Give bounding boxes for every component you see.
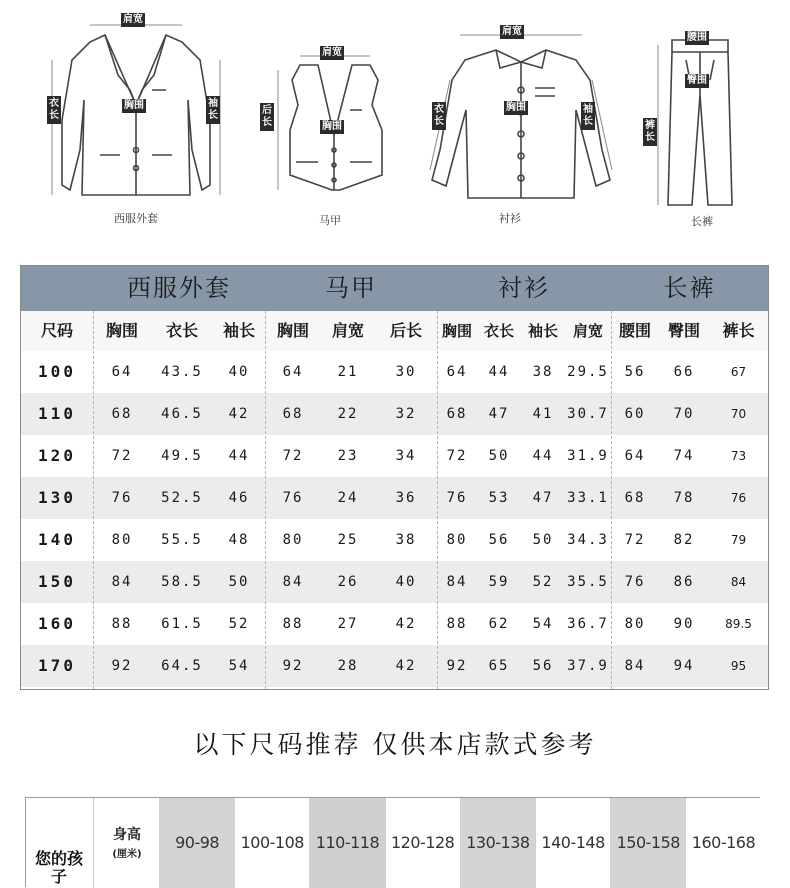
height-label: 身高 bbox=[113, 827, 141, 843]
measure-cell: 46.5 bbox=[161, 406, 203, 422]
measure-cell: 32 bbox=[395, 406, 417, 422]
measure-cell: 56 bbox=[488, 532, 510, 548]
vest-caption: 马甲 bbox=[319, 214, 341, 227]
measure-cell: 29.5 bbox=[567, 364, 609, 380]
measure-cell: 84 bbox=[282, 574, 304, 590]
height-label-cell bbox=[93, 798, 160, 888]
trousers-icon bbox=[658, 40, 732, 205]
measure-cell: 47 bbox=[488, 406, 510, 422]
measure-cell: 84 bbox=[446, 574, 468, 590]
measure-cell: 56 bbox=[532, 658, 554, 674]
measure-cell: 36 bbox=[395, 490, 417, 506]
measure-cell: 80 bbox=[111, 532, 133, 548]
measure-cell: 68 bbox=[111, 406, 133, 422]
size-cell: 120 bbox=[38, 446, 76, 465]
measure-cell: 22 bbox=[337, 406, 359, 422]
garment-drawings bbox=[0, 0, 790, 240]
measure-cell: 94 bbox=[673, 658, 695, 674]
measure-cell: 50 bbox=[488, 448, 510, 464]
measure-cell: 52 bbox=[532, 574, 554, 590]
measure-cell: 48 bbox=[228, 532, 250, 548]
measure-cell: 25 bbox=[337, 532, 359, 548]
height-range-cell bbox=[610, 798, 685, 888]
measure-cell: 55.5 bbox=[161, 532, 203, 548]
measure-cell: 59 bbox=[488, 574, 510, 590]
measure-cell: 82 bbox=[673, 532, 695, 548]
table-row bbox=[21, 351, 768, 393]
measure-cell: 92 bbox=[111, 658, 133, 674]
measure-cell: 60 bbox=[624, 406, 646, 422]
height-range-value: 140-148 bbox=[541, 833, 605, 852]
measure-cell: 90 bbox=[673, 616, 695, 632]
column-header-5: 肩宽 bbox=[331, 321, 364, 340]
table-row bbox=[21, 561, 768, 603]
size-cell: 150 bbox=[38, 572, 76, 591]
measure-cell: 68 bbox=[446, 406, 468, 422]
vest-back-length-tag: 后长 bbox=[260, 103, 274, 131]
trousers-hip-tag: 臀围 bbox=[687, 75, 707, 86]
measure-cell: 88 bbox=[282, 616, 304, 632]
vest-chest-tag: 胸围 bbox=[322, 121, 342, 132]
trousers-waist-tag: 腰围 bbox=[687, 32, 707, 43]
shirt-caption: 衬衫 bbox=[499, 212, 521, 225]
measure-cell: 56 bbox=[624, 364, 646, 380]
measure-cell: 54 bbox=[532, 616, 554, 632]
measure-cell: 31.9 bbox=[567, 448, 609, 464]
size-cell: 130 bbox=[38, 488, 76, 507]
group-trousers: 长裤 bbox=[663, 274, 716, 302]
measure-cell: 35.5 bbox=[567, 574, 609, 590]
measure-cell: 41 bbox=[532, 406, 554, 422]
measure-cell: 58.5 bbox=[161, 574, 203, 590]
size-table bbox=[20, 265, 769, 690]
column-header-8: 衣长 bbox=[483, 322, 514, 340]
measure-cell: 28 bbox=[337, 658, 359, 674]
group-shirt: 衬衫 bbox=[498, 274, 550, 302]
measure-cell: 62 bbox=[488, 616, 510, 632]
height-range-cell bbox=[460, 798, 535, 888]
measure-cell: 70 bbox=[730, 407, 747, 421]
measure-cell: 64 bbox=[446, 364, 468, 380]
size-cell: 170 bbox=[38, 656, 76, 675]
measure-cell: 40 bbox=[228, 364, 250, 380]
kid-label-cell bbox=[26, 798, 93, 888]
table-row bbox=[21, 393, 768, 435]
measure-cell: 33.1 bbox=[567, 490, 609, 506]
column-header-0: 尺码 bbox=[40, 321, 73, 340]
measure-cell: 76 bbox=[111, 490, 133, 506]
suit-caption: 西服外套 bbox=[114, 212, 158, 225]
measure-cell: 30 bbox=[395, 364, 417, 380]
measure-cell: 34 bbox=[395, 448, 417, 464]
table-row bbox=[21, 477, 768, 519]
kid-label: 您的孩子 bbox=[34, 849, 83, 886]
height-unit: (厘米) bbox=[112, 849, 142, 860]
measure-cell: 65 bbox=[488, 658, 510, 674]
recommendation-title: 以下尺码推荐 仅供本店款式参考 bbox=[193, 730, 597, 759]
column-header-1: 胸围 bbox=[105, 321, 138, 340]
column-header-12: 臀围 bbox=[667, 321, 700, 340]
measure-cell: 44 bbox=[228, 448, 250, 464]
measure-cell: 44 bbox=[532, 448, 554, 464]
column-header-3: 袖长 bbox=[222, 321, 255, 340]
measure-cell: 88 bbox=[111, 616, 133, 632]
column-header-9: 袖长 bbox=[527, 322, 558, 340]
measure-cell: 64 bbox=[111, 364, 133, 380]
suit-sleeve-tag: 袖长 bbox=[206, 96, 220, 124]
measure-cell: 72 bbox=[282, 448, 304, 464]
measure-cell: 64 bbox=[282, 364, 304, 380]
measure-cell: 73 bbox=[730, 449, 747, 463]
garment-illustrations bbox=[0, 0, 790, 240]
measure-cell: 74 bbox=[673, 448, 695, 464]
group-divider bbox=[265, 311, 266, 689]
measure-cell: 88 bbox=[446, 616, 468, 632]
measure-cell: 42 bbox=[228, 406, 250, 422]
shirt-shoulder-tag: 肩宽 bbox=[502, 26, 522, 37]
trousers-caption: 长裤 bbox=[691, 215, 713, 228]
suit-shoulder-tag: 肩宽 bbox=[123, 14, 143, 25]
measure-cell: 34.3 bbox=[567, 532, 609, 548]
size-cell: 140 bbox=[38, 530, 76, 549]
measure-cell: 67 bbox=[730, 365, 747, 379]
measure-cell: 86 bbox=[673, 574, 695, 590]
measure-cell: 76 bbox=[624, 574, 646, 590]
measure-cell: 24 bbox=[337, 490, 359, 506]
group-vest: 马甲 bbox=[325, 274, 377, 302]
measure-cell: 84 bbox=[730, 575, 747, 589]
measure-cell: 76 bbox=[282, 490, 304, 506]
measure-cell: 52 bbox=[228, 616, 250, 632]
suit-chest-tag: 胸围 bbox=[124, 100, 144, 111]
measure-cell: 42 bbox=[395, 658, 417, 674]
measure-cell: 70 bbox=[673, 406, 695, 422]
height-range-value: 110-118 bbox=[315, 833, 380, 852]
measure-cell: 80 bbox=[282, 532, 304, 548]
measure-cell: 84 bbox=[624, 658, 646, 674]
height-range-cell bbox=[234, 798, 309, 888]
measure-cell: 54 bbox=[228, 658, 250, 674]
measure-cell: 42 bbox=[395, 616, 417, 632]
measure-cell: 49.5 bbox=[161, 448, 203, 464]
column-header-13: 裤长 bbox=[722, 321, 755, 340]
shirt-length-tag: 衣长 bbox=[432, 102, 446, 130]
size-cell: 100 bbox=[38, 362, 76, 381]
measure-cell: 27 bbox=[337, 616, 359, 632]
height-range-value: 120-128 bbox=[391, 833, 455, 852]
column-header-10: 肩宽 bbox=[572, 322, 603, 340]
measure-cell: 64.5 bbox=[161, 658, 203, 674]
measure-cell: 72 bbox=[111, 448, 133, 464]
measure-cell: 80 bbox=[624, 616, 646, 632]
measure-cell: 53 bbox=[488, 490, 510, 506]
column-header-7: 胸围 bbox=[441, 322, 472, 340]
measure-cell: 68 bbox=[624, 490, 646, 506]
column-header-2: 衣长 bbox=[165, 321, 198, 340]
measure-cell: 78 bbox=[673, 490, 695, 506]
column-header-6: 后长 bbox=[389, 321, 422, 340]
measure-cell: 44 bbox=[488, 364, 510, 380]
measure-cell: 38 bbox=[532, 364, 554, 380]
height-range-value: 130-138 bbox=[466, 833, 530, 852]
measure-cell: 26 bbox=[337, 574, 359, 590]
measure-cell: 89.5 bbox=[725, 617, 752, 631]
measure-cell: 66 bbox=[673, 364, 695, 380]
table-row bbox=[21, 645, 768, 687]
height-range-value: 100-108 bbox=[240, 833, 304, 852]
table-row bbox=[21, 603, 768, 645]
height-range-cell bbox=[385, 798, 460, 888]
size-cell: 110 bbox=[38, 404, 76, 423]
height-range-cell bbox=[159, 798, 234, 888]
measure-cell: 76 bbox=[730, 491, 747, 505]
height-range-value: 150-158 bbox=[616, 833, 680, 852]
measure-cell: 76 bbox=[446, 490, 468, 506]
measure-cell: 38 bbox=[395, 532, 417, 548]
height-range-cell bbox=[685, 798, 760, 888]
column-header-4: 胸围 bbox=[276, 321, 309, 340]
measure-cell: 61.5 bbox=[161, 616, 203, 632]
shirt-chest-tag: 胸围 bbox=[506, 102, 526, 113]
measure-cell: 50 bbox=[532, 532, 554, 548]
group-suit-jacket: 西服外套 bbox=[127, 274, 231, 302]
measure-cell: 72 bbox=[624, 532, 646, 548]
measure-cell: 21 bbox=[337, 364, 359, 380]
trousers-length-tag: 裤长 bbox=[643, 118, 657, 146]
measure-cell: 23 bbox=[337, 448, 359, 464]
measure-cell: 36.7 bbox=[567, 616, 609, 632]
column-header-11: 腰围 bbox=[618, 321, 651, 340]
vest-shoulder-tag: 肩宽 bbox=[322, 47, 342, 58]
measure-cell: 46 bbox=[228, 490, 250, 506]
measure-cell: 92 bbox=[446, 658, 468, 674]
size-table-column-header bbox=[21, 311, 768, 351]
table-row bbox=[21, 435, 768, 477]
measure-cell: 30.7 bbox=[567, 406, 609, 422]
measure-cell: 47 bbox=[532, 490, 554, 506]
height-recommendation-table bbox=[25, 797, 760, 887]
group-divider bbox=[611, 311, 612, 689]
height-range-cell bbox=[535, 798, 610, 888]
measure-cell: 64 bbox=[624, 448, 646, 464]
measure-cell: 80 bbox=[446, 532, 468, 548]
group-divider bbox=[93, 311, 94, 689]
measure-cell: 95 bbox=[730, 659, 747, 673]
group-divider bbox=[437, 311, 438, 689]
measure-cell: 79 bbox=[730, 533, 747, 547]
measure-cell: 68 bbox=[282, 406, 304, 422]
shirt-sleeve-tag: 袖长 bbox=[581, 102, 595, 130]
height-range-value: 160-168 bbox=[691, 833, 756, 852]
measure-cell: 43.5 bbox=[161, 364, 203, 380]
measure-cell: 92 bbox=[282, 658, 304, 674]
suit-length-tag: 衣长 bbox=[47, 96, 61, 124]
measure-cell: 72 bbox=[446, 448, 468, 464]
measure-cell: 84 bbox=[111, 574, 133, 590]
measure-cell: 52.5 bbox=[161, 490, 203, 506]
measure-cell: 50 bbox=[228, 574, 250, 590]
height-range-cell bbox=[309, 798, 384, 888]
size-cell: 160 bbox=[38, 614, 76, 633]
measure-cell: 37.9 bbox=[567, 658, 609, 674]
size-table-group-header bbox=[21, 266, 768, 311]
table-row bbox=[21, 519, 768, 561]
measure-cell: 40 bbox=[395, 574, 417, 590]
height-range-value: 90-98 bbox=[175, 833, 220, 852]
